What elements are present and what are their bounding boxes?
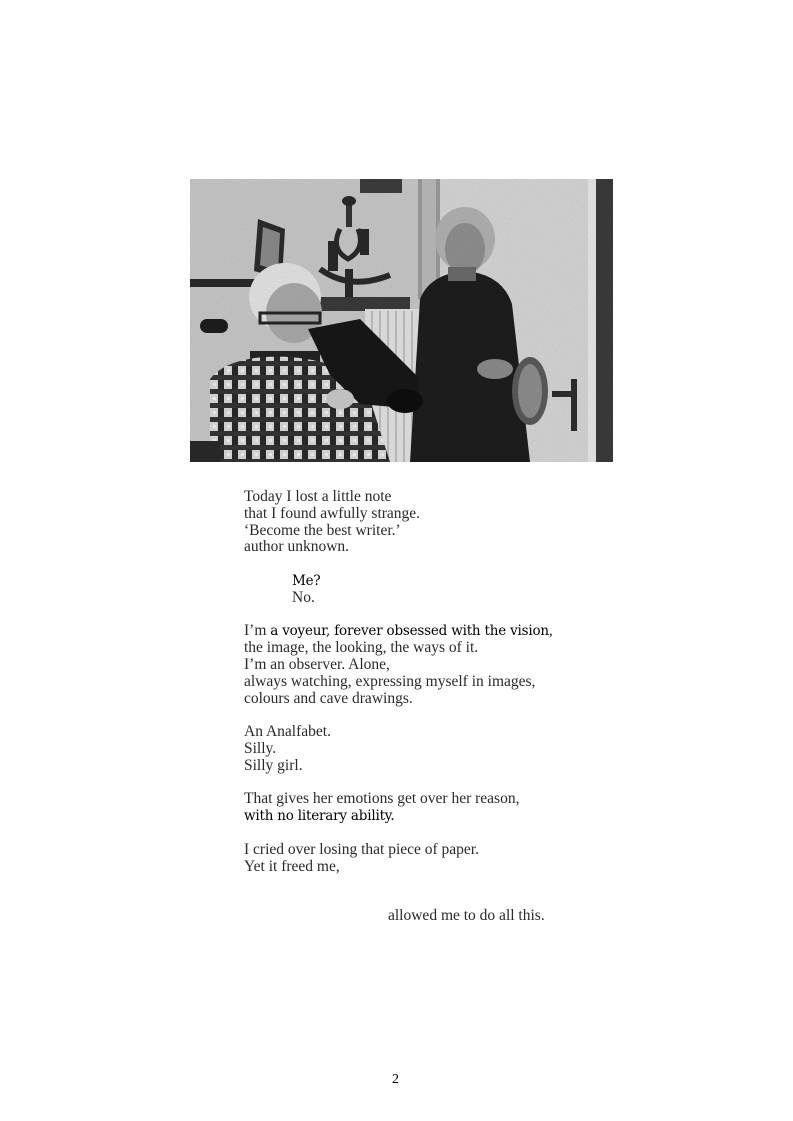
poem-line: always watching, expressing myself in images, — [244, 672, 536, 690]
poem-line: that I found awfully strange. — [244, 504, 421, 522]
poem-line: No. — [292, 588, 315, 606]
stanza-gap — [244, 556, 664, 573]
poem-line: I cried over losing that piece of paper. — [244, 840, 479, 858]
poem-line: colours and cave drawings. — [244, 689, 413, 707]
stanza-gap — [244, 607, 664, 624]
poem-line: the image, the looking, the ways of it. — [244, 639, 479, 657]
page-number: 2 — [392, 1072, 399, 1087]
poem-emphasis: a voyeur, forever obsessed with the vision — [270, 623, 549, 640]
poem-text: I’m — [244, 622, 271, 640]
stanza-gap — [244, 825, 664, 842]
photo-icon — [190, 179, 613, 462]
poem-line: with no literary ability. — [244, 808, 395, 825]
poem — [244, 489, 664, 875]
poem-line — [244, 623, 664, 640]
poem-line: Silly. — [244, 739, 277, 757]
poem-line: That gives her emotions get over her reason, — [244, 790, 520, 808]
stanza-gap — [244, 775, 664, 792]
photograph — [190, 179, 613, 462]
poem-line: An Analfabet. — [244, 723, 331, 741]
poem-line: Today I lost a little note — [244, 488, 392, 505]
poem-text: , — [548, 622, 553, 640]
poem-closing-line: allowed me to do all this. — [388, 907, 545, 924]
poem-line: ‘Become the best writer.’ — [244, 521, 401, 539]
poem-line: I’m an observer. Alone, — [244, 655, 390, 673]
poem-line: Silly girl. — [244, 756, 303, 774]
poem-line: Yet it freed me, — [244, 857, 340, 875]
poem-line: author unknown. — [244, 538, 350, 556]
stanza-gap — [244, 707, 664, 724]
poem-line: Me? — [292, 572, 321, 589]
